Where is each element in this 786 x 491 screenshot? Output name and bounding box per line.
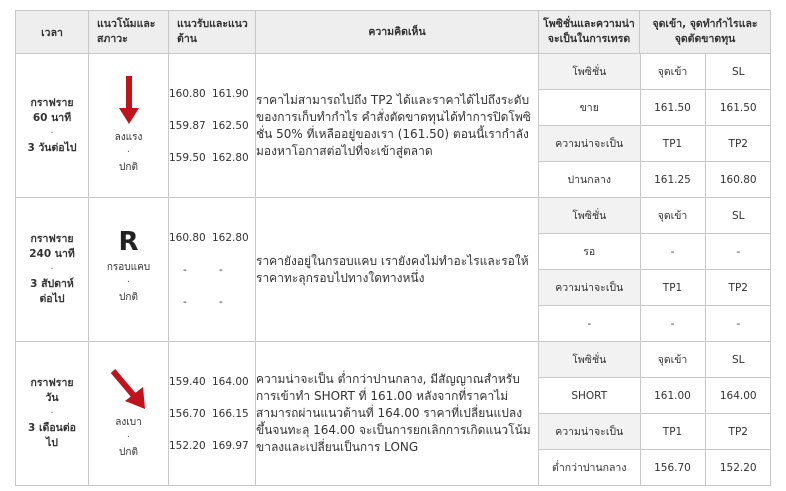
level-pair (169, 430, 255, 462)
grid-cell: 161.50 (640, 90, 705, 126)
grid-cell: TP1 (640, 414, 705, 450)
trend-state: ปกติ (119, 447, 138, 458)
position-grid (539, 54, 771, 197)
arrow-down-right-icon (109, 367, 149, 411)
position-grid-cell (539, 342, 771, 486)
header-entry-exit: จุดเข้า, จุดทำกำไรและ จุดตัดขาดทุน (640, 11, 771, 54)
level-pair (169, 222, 255, 254)
trend-state: ปกติ (119, 162, 138, 173)
header-position: โพซิชั่นและความน่า จะเป็นในการเทรด (539, 11, 640, 54)
trend-cell: ลงเบา · ปกติ (89, 342, 169, 486)
table-row (16, 198, 771, 342)
level-value: 161.90 (212, 87, 249, 100)
grid-cell: 161.25 (640, 162, 705, 198)
timeframe-cell: กราฟราย วัน · 3 เดือนต่อ ไป (16, 342, 89, 486)
grid-cell: - (640, 306, 705, 342)
level-pair (169, 78, 255, 110)
range-r-icon: R (118, 226, 139, 257)
timeframe-cell: กราฟราย 60 นาที · 3 วันต่อไป (16, 54, 89, 198)
grid-cell: ขาย (539, 90, 640, 126)
grid-cell: - (705, 234, 771, 270)
header-time: เวลา (16, 11, 89, 54)
trend-cell: R กรอบแคบ · ปกติ (89, 198, 169, 342)
grid-cell: TP2 (705, 126, 771, 162)
level-pair (169, 254, 255, 286)
level-pair (169, 142, 255, 174)
grid-cell: TP2 (705, 414, 771, 450)
level-pair (169, 366, 255, 398)
table-header-row (16, 11, 771, 54)
level-pair (169, 110, 255, 142)
level-value: 162.50 (212, 119, 249, 132)
position-grid-cell (539, 198, 771, 342)
level-value: 152.20 (169, 439, 206, 452)
table-row (16, 342, 771, 486)
grid-cell: SL (705, 54, 771, 90)
grid-cell: 160.80 (719, 173, 757, 186)
grid-cell: ความน่าจะเป็น (539, 126, 640, 162)
header-comment: ความคิดเห็น (256, 11, 539, 54)
level-value: 162.80 (212, 151, 249, 164)
level-value: 159.87 (169, 119, 206, 132)
trend-label: กรอบแคบ (106, 261, 151, 273)
level-value: 159.50 (169, 151, 206, 164)
comment-cell: ราคายังอยู่ในกรอบแคบ เรายังคงไม่ทำอะไรและรอให้ราคาทะลุกรอบไปทางใดทางหนึ่ง (256, 198, 539, 342)
timeframe-cell: กราฟราย 240 นาที · 3 สัปดาห์ ต่อไป (16, 198, 89, 342)
grid-cell: โพซิชั่น (539, 198, 640, 234)
arrow-down-icon (119, 76, 139, 126)
grid-cell: โพซิชั่น (539, 342, 640, 378)
trend-label: ลงเบา (115, 417, 142, 428)
grid-cell: จุดเข้า (640, 54, 705, 90)
grid-cell: จุดเข้า (640, 342, 705, 378)
header-levels: แนวรับและแนว ต้าน (169, 11, 256, 54)
grid-cell: TP1 (640, 126, 705, 162)
trading-signal-table (15, 10, 771, 486)
grid-cell: - (539, 306, 640, 342)
grid-cell: 161.50 (705, 90, 771, 126)
level-pair (169, 398, 255, 430)
grid-cell: TP1 (640, 270, 705, 306)
grid-cell: ต่ำกว่าปานกลาง (539, 450, 640, 486)
level-value: 169.97 (212, 439, 249, 452)
levels-cell (169, 342, 256, 486)
level-value: 166.15 (212, 407, 249, 420)
position-grid-cell (539, 54, 771, 198)
trend-label: ลงแรง (114, 132, 143, 143)
level-value: 164.00 (212, 375, 249, 388)
grid-cell: SL (705, 342, 771, 378)
grid-cell: ความน่าจะเป็น (539, 414, 640, 450)
trend-state: ปกติ (119, 291, 138, 303)
grid-cell: - (736, 317, 741, 330)
grid-cell: 156.70 (640, 450, 705, 486)
level-value: - (183, 263, 187, 276)
grid-cell: โพซิชั่น (539, 54, 640, 90)
table-row (16, 54, 771, 198)
level-value: 162.80 (212, 231, 249, 244)
grid-cell: 164.00 (705, 378, 771, 414)
grid-cell: TP2 (705, 270, 771, 306)
grid-cell: ปานกลาง (539, 162, 640, 198)
grid-cell: 152.20 (719, 461, 757, 474)
grid-cell: - (640, 234, 705, 270)
level-pair (169, 286, 255, 318)
levels-cell (169, 54, 256, 198)
level-value: - (219, 295, 223, 308)
grid-cell: รอ (539, 234, 640, 270)
comment-cell: ราคาไม่สามารถไปถึง TP2 ได้และราคาได้ไปถึงระดับของการเก็บทำกำไร คำสั่งตัดขาดทุนได้ทำการปิดโพซิชั่น 50% ที่เหลืออยู่ของเรา (161.50) ตอนนี้เรากำลังมองหาโอกาสต่อไปที่จะเข้าสู่ตลาด (256, 54, 539, 198)
grid-cell: SHORT (539, 378, 640, 414)
position-grid (539, 198, 771, 341)
grid-cell: SL (705, 198, 771, 234)
level-value: 159.40 (169, 375, 206, 388)
grid-cell: ความน่าจะเป็น (539, 270, 640, 306)
comment-cell: ความน่าจะเป็น ต่ำกว่าปานกลาง, มีสัญญาณสำหรับการเข้าทำ SHORT ที่ 161.00 หลังจากที่ราคาไม่สามารถผ่านแนวต้านที่ 164.00 ราคาที่เปลี่ยนแปลงขึ้นจนทะลุ 164.00 จะเป็นการยกเลิกการเกิดแนวโน้มขาลงและเปลี่ยนเป็นการ LONG (256, 342, 539, 486)
header-trend: แนวโน้มและ สภาวะ (89, 11, 169, 54)
level-value: 156.70 (169, 407, 206, 420)
levels-cell (169, 198, 256, 342)
trend-cell: ลงแรง · ปกติ (89, 54, 169, 198)
level-value: 160.80 (169, 231, 206, 244)
grid-cell: 161.00 (640, 378, 705, 414)
position-grid (539, 342, 771, 485)
grid-cell: จุดเข้า (640, 198, 705, 234)
level-value: - (183, 295, 187, 308)
level-value: 160.80 (169, 87, 206, 100)
level-value: - (219, 263, 223, 276)
